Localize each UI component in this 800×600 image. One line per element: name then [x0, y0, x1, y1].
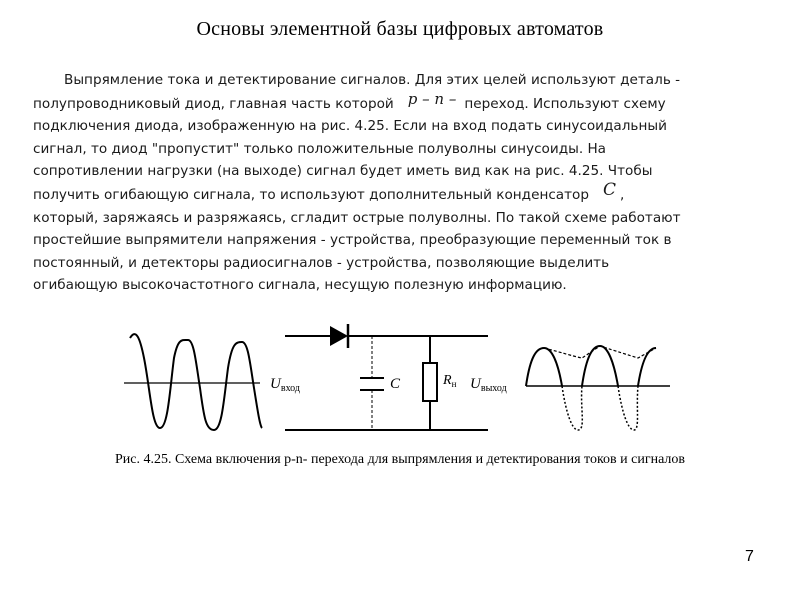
- rectifier-circuit-figure: [110, 318, 690, 443]
- input-voltage-label: $U_{вход}$: [270, 376, 300, 394]
- body-line-9: постоянный, и детекторы радиосигналов - устройства, позволяющие выделить: [33, 254, 610, 271]
- circuit-schematic: [285, 324, 488, 430]
- body-paragraph: [33, 69, 773, 297]
- input-signal-waveform: [124, 334, 262, 430]
- output-voltage-label: $U_{выход}$: [470, 376, 507, 394]
- body-line-7: который, заряжаясь и разряжаясь, сгладит острые полуволны. По такой схеме работают: [33, 209, 681, 226]
- diode-symbol: [330, 326, 348, 346]
- c-formula: C: [603, 179, 617, 200]
- body-line-6: [33, 179, 773, 207]
- envelope-curve: [544, 346, 656, 358]
- body-line-6-start: получить огибающую сигнала, то используют дополнительный конденсатор: [33, 186, 589, 203]
- body-line-4: сигнал, то диод "пропустит" только положительные полуволны синусоиды. На: [33, 140, 607, 157]
- body-line-2-end: переход. Используют схему: [464, 95, 666, 112]
- figure-caption: Рис. 4.25. Схема включения p-n- перехода для выпрямления и детектирования токов и сигналов: [114, 452, 686, 467]
- page-number: 7: [745, 548, 754, 565]
- body-line-6-end: ,: [620, 186, 625, 203]
- body-line-2-start: полупроводниковый диод, главная часть которой: [33, 95, 394, 112]
- body-line-3: подключения диода, изображенную на рис. 4.25. Если на вход подать синусоидальный: [33, 118, 667, 135]
- body-line-1: Выпрямление тока и детектирование сигналов. Для этих целей используют деталь -: [64, 72, 681, 88]
- capacitor-label: C: [390, 376, 401, 392]
- body-line-5: сопротивлении нагрузки (на выходе) сигнал будет иметь вид как на рис. 4.25. Чтобы: [33, 163, 653, 180]
- body-line-8: простейшие выпрямители напряжения - устройства, преобразующие переменный ток в: [33, 232, 672, 249]
- resistor-label: $R_н$: [443, 373, 457, 389]
- pn-formula: p – n –: [407, 89, 457, 108]
- slide-title: Основы элементной базы цифровых автоматов: [196, 18, 604, 40]
- resistor-symbol: [423, 363, 437, 401]
- body-line-10: огибающую высокочастотного сигнала, несущую полезную информацию.: [33, 277, 567, 294]
- body-line-2: [33, 89, 773, 116]
- output-signal-waveform: [526, 346, 670, 430]
